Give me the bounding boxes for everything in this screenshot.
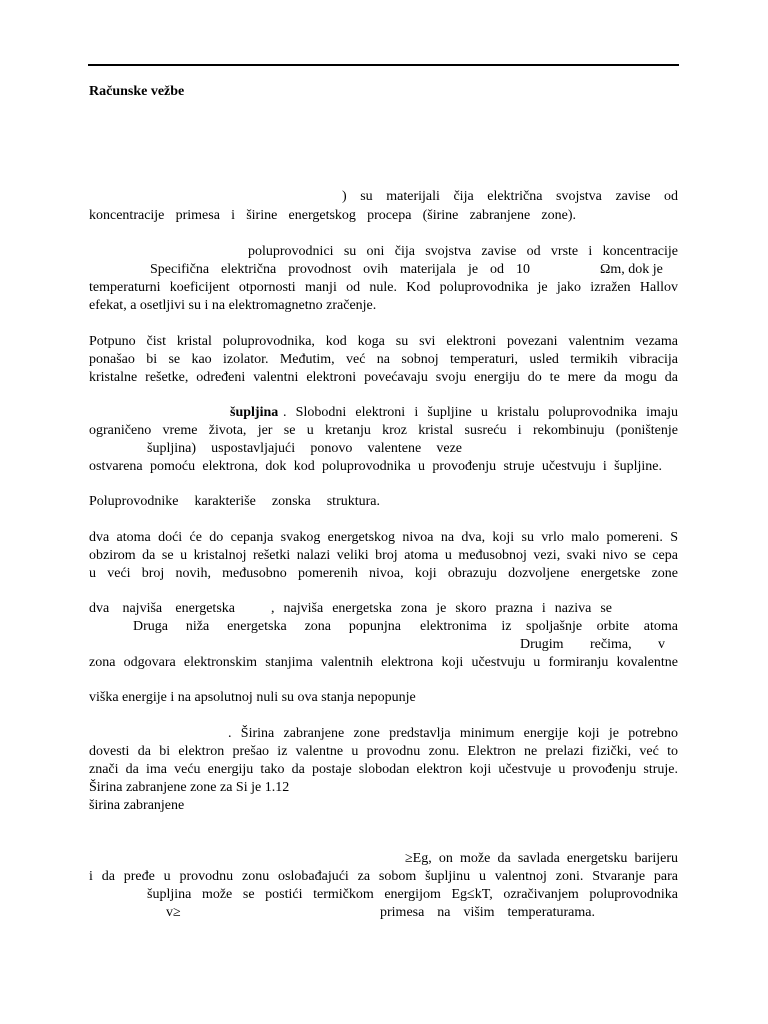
text-line: koncentracije primesa i širine energetskog procepa (širine zabranjene zone).	[89, 208, 576, 223]
text-line: Specifična električna provodnost ovih materijala je od 10	[150, 262, 530, 277]
text-line: Širina zabranjene zone za Si je 1.12	[89, 780, 290, 795]
text-line: kristalne rešetke, određeni valentni elektroni povećavaju svoju energiju do te mere da mogu da	[89, 370, 678, 385]
text-line: v≥	[166, 905, 181, 920]
text-line: ) su materijali čija električna svojstva zavise od	[342, 189, 678, 204]
text-line: Druga niža energetska zona popunjna	[133, 619, 401, 634]
text-line: temperaturni koeficijent otpornosti manji od nule. Kod poluprovodnika je jako izražen Hallov	[89, 280, 678, 295]
text-line: širina zabranjene	[89, 798, 185, 813]
text-line: Ωm, dok je	[600, 262, 663, 277]
text-line: . Širina zabranjene zone predstavlja minimum energije koji je potrebno	[228, 726, 678, 741]
text-line: Potpuno čist kristal poluprovodnika, kod koga su svi elektroni povezani valentnim vezama	[89, 334, 678, 349]
text-line: Drugim rečima, v	[520, 637, 665, 652]
text-line: zona odgovara elektronskim stanjima valentnih elektrona koji učestvuju u formiranju kovalentne	[89, 655, 678, 670]
text-line: ≥Eg, on može da savlada energetsku barijeru	[405, 851, 678, 866]
text-line: obzirom da se u kristalnoj rešetki nalazi veliki broj atoma u međusobnoj vezi, svaki nivo se cepa	[89, 548, 678, 563]
text-line: , najviša energetska zona je skoro prazna i naziva se	[271, 601, 612, 616]
text-line: ponašao bi se kao izolator. Međutim, već na sobnoj temperaturi, usled termikih vibracija	[89, 352, 678, 367]
text-line: primesa na višim temperaturama.	[380, 905, 595, 920]
text-line: u veći broj novih, međusobno pomerenih nivoa, koji obrazuju dozvoljene energetske zone	[89, 566, 678, 581]
text-line: ograničeno vreme života, jer se u kretanju kroz kristal susreću i rekombinuju (poništenje	[89, 423, 678, 438]
text-line: dva atoma doći će do cepanja svakog energetskog nivoa na dva, koji su vrlo malo pomereni. S	[89, 530, 678, 545]
text-line: dovesti da bi elektron prešao iz valentne u provodnu zonu. Elektron ne prelazi fizički, već to	[89, 744, 678, 759]
text-line: i da pređe u provodnu zonu oslobađajući za sobom šupljinu u valentnoj zoni. Stvaranje para	[89, 869, 678, 884]
text-line: . Slobodni elektroni i šupljine u kristalu poluprovodnika imaju	[283, 405, 678, 420]
text-line: viška energije i na apsolutnoj nuli su ova stanja nepopunje	[89, 690, 416, 705]
text-line: poluprovodnici su oni čija svojstva zavise od vrste i koncentracije	[248, 244, 678, 259]
text-line: dva najviša energetska	[89, 601, 235, 616]
page-title: Računske vežbe	[89, 84, 185, 99]
bold-term: šupljina	[230, 405, 279, 420]
text-line: šupljina) uspostavljajući ponovo valentene veze	[147, 441, 462, 456]
text-line: Poluprovodnike karakteriše zonska struktura.	[89, 494, 380, 509]
text-line: znači da ima veću energiju tako da postaje slobodan elektron koji učestvuje u provođenju struje.	[89, 762, 678, 777]
text-line: elektronima iz spoljašnje orbite atoma	[420, 619, 678, 634]
text-line: efekat, a osetljivi su i na elektromagnetno zračenje.	[89, 298, 377, 313]
header-rule	[88, 64, 679, 66]
text-line: šupljina može se postići termičkom energijom Eg≤kT, ozračivanjem poluprovodnika	[147, 887, 678, 902]
text-line: ostvarena pomoću elektrona, dok kod poluprovodnika u provođenju struje učestvuju i šupljine.	[89, 459, 662, 474]
